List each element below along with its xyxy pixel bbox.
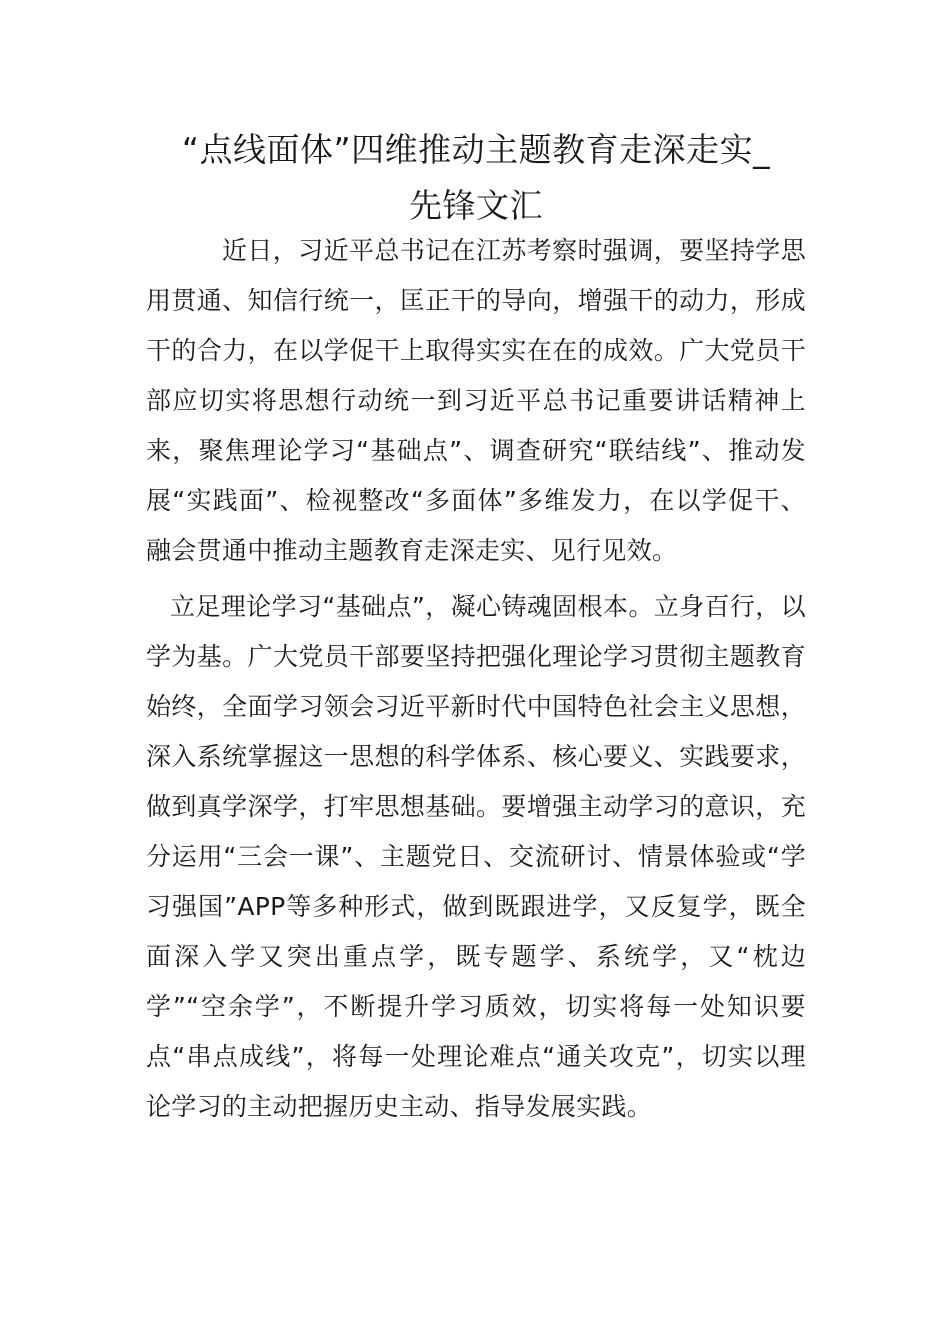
title-line-2: 先锋文汇 [409,186,543,225]
document-title [146,122,806,234]
title-line-1: “点线面体”四维推动主题教育走深走实_ [181,130,771,169]
document-body [146,226,806,1132]
paragraph-intro: 近日，习近平总书记在江苏考察时强调，要坚持学思用贯通、知信行统一，匡正干的导向，增强干的动力，形成干的合力，在以学促干上取得实实在在的成效。广大党员干部应切实将思想行动统一到习近平总书记重要讲话精神上来，聚焦理论学习“基础点”、调查研究“联结线”、推动发展“实践面”、检视整改“多面体”多维发力，在以学促干、融会贯通中推动主题教育走深走实、见行见效。 [146,236,806,565]
paragraph-theory-study: 立足理论学习“基础点”，凝心铸魂固根本。立身百行，以学为基。广大党员干部要坚持把强化理论学习贯彻主题教育始终，全面学习领会习近平新时代中国特色社会主义思想，深入系统掌握这一思想的科学体系、核心要义、实践要求，做到真学深学，打牢思想基础。要增强主动学习的意识，充分运用“三会一课”、主题党日、交流研讨、情景体验或“学习强国”APP等多种形式，做到既跟进学，又反复学，既全面深入学又突出重点学，既专题学、系统学，又“枕边学”“空余学”，不断提升学习质效，切实将每一处知识要点“串点成线”，将每一处理论难点“通关攻克”，切实以理论学习的主动把握历史主动、指导发展实践。 [146,592,806,1121]
